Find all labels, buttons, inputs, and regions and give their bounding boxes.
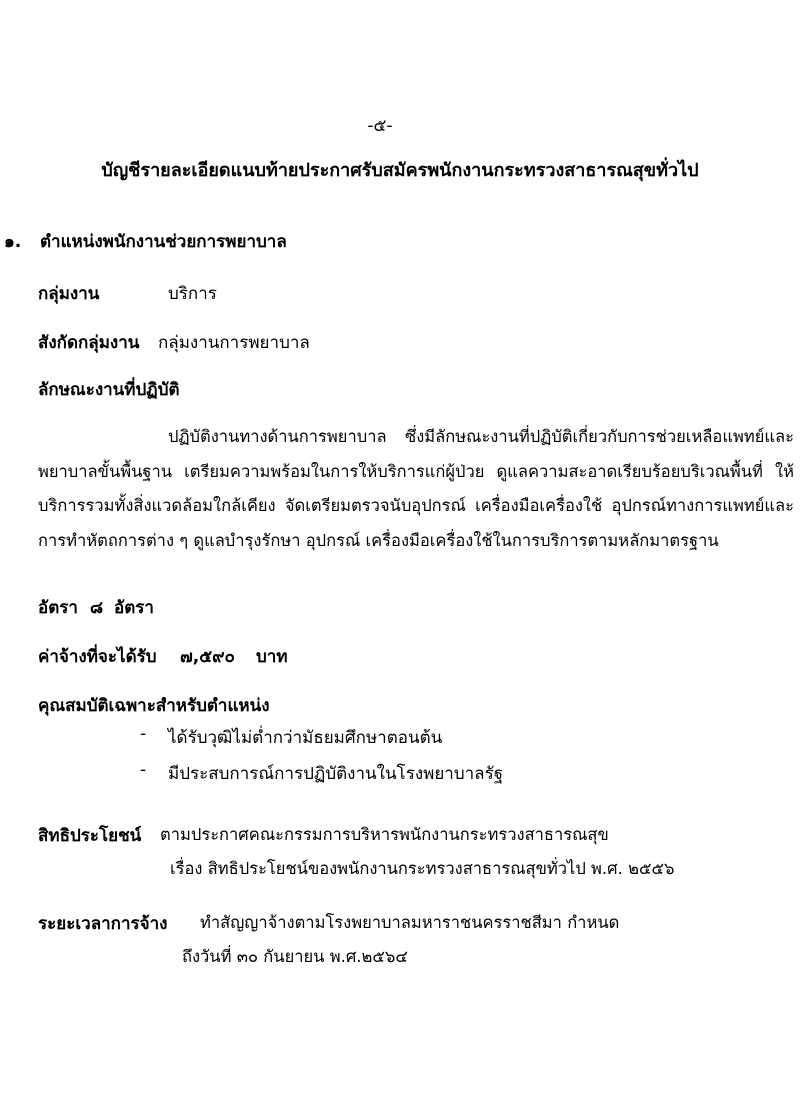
job-nature-heading: ลักษณะงานที่ปฏิบัติ <box>38 380 180 400</box>
position-title: ตำแหน่งพนักงานช่วยการพยาบาล <box>40 232 287 252</box>
wage-unit: บาท <box>256 647 288 667</box>
employment-period-line-2: ถึงวันที่ ๓๐ กันยายน พ.ศ.๒๕๖๔ <box>182 947 408 966</box>
qualification-item: ได้รับวุฒิไม่ต่ำกว่ามัธยมศึกษาตอนต้น <box>168 728 443 748</box>
rate-label: อัตรา <box>38 598 78 618</box>
work-group-label: กลุ่มงาน <box>38 284 100 304</box>
employment-period-label: ระยะเวลาการจ้าง <box>38 914 168 934</box>
wage-label: ค่าจ้างที่จะได้รับ <box>38 647 157 667</box>
wage-value: ๗,๕๙๐ <box>180 647 235 667</box>
rate-value: ๘ <box>90 598 104 618</box>
qualification-bullet: - <box>140 724 147 744</box>
affiliation-value: กลุ่มงานการพยาบาล <box>158 333 310 353</box>
qualifications-heading: คุณสมบัติเฉพาะสำหรับตำแหน่ง <box>38 696 270 716</box>
position-number: ๑. <box>4 232 22 252</box>
rate-unit: อัตรา <box>114 598 154 618</box>
employment-period-line-1: ทำสัญญาจ้างตามโรงพยาบาลมหาราชนครราชสีมา กำหนด <box>200 913 620 932</box>
benefits-label: สิทธิประโยชน์ <box>38 826 142 846</box>
job-nature-paragraph <box>38 420 794 558</box>
qualification-bullet: - <box>140 760 147 780</box>
document-title: บัญชีรายละเอียดแนบท้ายประกาศรับสมัครพนักงานกระทรวงสาธารณสุขทั่วไป <box>101 160 699 181</box>
page-number: -๕- <box>367 116 393 136</box>
qualification-item: มีประสบการณ์การปฏิบัติงานในโรงพยาบาลรัฐ <box>168 764 504 784</box>
job-nature-text: ปฏิบัติงานทางด้านการพยาบาล ซึ่งมีลักษณะงานที่ปฏิบัติเกี่ยวกับการช่วยเหลือแพทย์และพยาบาลขั้นพื้นฐาน เตรียมความพร้อมในการให้บริการแก่ผู้ป่วย ดูแลความสะอาดเรียบร้อยบริเวณพื้นที่ ให้บริการรวมทั้งสิ่งแวดล้อมใกล้เคียง จัดเตรียมตรวจนับอุปกรณ์ เครื่องมือเครื่องใช้ อุปกรณ์ทางการแพทย์และการทำหัตถการต่าง ๆ ดูแลบำรุงรักษา อุปกรณ์ เครื่องมือเครื่องใช้ในการบริการตามหลักมาตรฐาน <box>38 427 794 550</box>
affiliation-label: สังกัดกลุ่มงาน <box>38 333 140 353</box>
benefits-line-2: เรื่อง สิทธิประโยชน์ของพนักงานกระทรวงสาธารณสุขทั่วไป พ.ศ. ๒๕๕๖ <box>170 859 675 878</box>
work-group-value: บริการ <box>168 284 217 304</box>
benefits-line-1: ตามประกาศคณะกรรมการบริหารพนักงานกระทรวงสาธารณสุข <box>160 825 609 844</box>
